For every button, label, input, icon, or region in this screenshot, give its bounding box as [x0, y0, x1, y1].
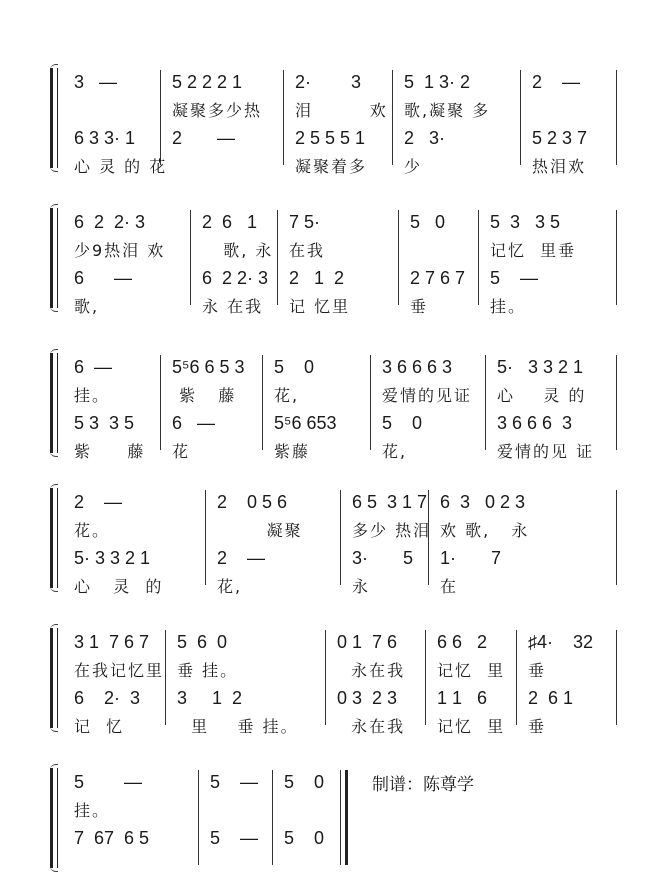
barline: [370, 355, 371, 450]
upper-lyric-measure: 少9热泪 欢: [74, 241, 166, 260]
upper-note-measure: 6 2 2· 3: [74, 212, 146, 232]
barline: [277, 210, 278, 305]
lower-lyric-measure: 花,: [382, 442, 408, 461]
upper-note-measure: 0 1 7 6: [337, 632, 398, 652]
upper-note-measure: 5 0: [284, 772, 325, 792]
upper-lyric-measure: 记忆 里垂: [490, 241, 577, 260]
lower-note-measure: 1· 7: [440, 548, 502, 568]
lower-note-measure: 6 2 2· 3: [202, 268, 269, 288]
upper-note-measure: 2 —: [74, 492, 123, 512]
lower-lyric-measure: 少: [404, 157, 423, 176]
lower-lyric-measure: 永在我: [337, 717, 406, 736]
barline: [340, 770, 348, 865]
lower-note-measure: 5⁵6 653: [274, 413, 337, 433]
lower-lyric-measure: 凝聚着多: [295, 157, 368, 176]
upper-note-measure: 5 —: [74, 772, 143, 792]
lower-note-measure: 5· 3 3 2 1: [74, 548, 151, 568]
lower-note-measure: 2 6 1: [528, 688, 574, 708]
upper-note-measure: 2· 3: [295, 72, 362, 92]
barline: [520, 70, 521, 165]
barline: [616, 70, 617, 165]
lower-lyric-measure: 挂。: [490, 297, 527, 316]
barline: [616, 210, 617, 305]
barline: [205, 490, 206, 585]
barline: [190, 210, 191, 305]
upper-note-measure: ♯4· 32: [528, 632, 594, 652]
lower-note-measure: 5 0: [284, 828, 325, 848]
system-bracket: [50, 488, 58, 588]
lower-note-measure: 2 —: [172, 128, 236, 148]
barline: [478, 210, 479, 305]
barline: [160, 70, 161, 165]
lower-note-measure: 2 5 5 5 1: [295, 128, 366, 148]
upper-note-measure: 7 5·: [289, 212, 321, 232]
barline: [340, 490, 341, 585]
lower-lyric-measure: 在: [440, 577, 459, 596]
lower-lyric-measure: 心 灵 的: [74, 577, 164, 596]
upper-lyric-measure: 凝聚: [217, 521, 303, 540]
upper-note-measure: 3 6 6 6 3: [382, 357, 453, 377]
upper-lyric-measure: 花,: [274, 386, 300, 405]
lower-lyric-measure: 花: [172, 442, 191, 461]
lower-lyric-measure: 记 忆里: [289, 297, 351, 316]
lower-note-measure: 3 6 6 6 3: [497, 413, 573, 433]
upper-note-measure: 5 6 0: [177, 632, 228, 652]
barline: [160, 355, 161, 450]
lower-note-measure: 5 2 3 7: [532, 128, 588, 148]
upper-note-measure: 2 —: [532, 72, 581, 92]
lower-lyric-measure: 里 垂 挂。: [177, 717, 299, 736]
lower-note-measure: 5 3 3 5: [74, 413, 135, 433]
lower-lyric-measure: 记忆 里: [437, 717, 506, 736]
upper-lyric-measure: 记忆 里: [437, 661, 506, 680]
upper-note-measure: 5· 3 3 2 1: [497, 357, 584, 377]
barline: [262, 355, 263, 450]
lower-note-measure: 3 1 2: [177, 688, 243, 708]
barline: [283, 70, 284, 165]
upper-note-measure: 5 2 2 2 1: [172, 72, 243, 92]
system-bracket: [50, 768, 58, 868]
lower-lyric-measure: 垂: [410, 297, 429, 316]
lower-note-measure: 5 —: [210, 828, 259, 848]
lower-lyric-measure: 花,: [217, 577, 243, 596]
lower-note-measure: 2 7 6 7: [410, 268, 466, 288]
upper-lyric-measure: 欢 歌, 永: [440, 521, 530, 540]
upper-lyric-measure: 泪 欢: [295, 101, 388, 120]
upper-lyric-measure: 挂。: [74, 386, 111, 405]
lower-lyric-measure: 爱情的见 证: [497, 442, 595, 461]
lower-lyric-measure: 永 在我: [202, 297, 264, 316]
upper-note-measure: 6 3 0 2 3: [440, 492, 526, 512]
barline: [616, 630, 617, 725]
upper-lyric-measure: 永在我: [337, 661, 406, 680]
lower-note-measure: 5 —: [490, 268, 539, 288]
barline: [198, 770, 199, 865]
upper-note-measure: 5⁵6 6 5 3: [172, 357, 245, 377]
upper-note-measure: 5 —: [210, 772, 259, 792]
barline: [425, 630, 426, 725]
upper-lyric-measure: 在我: [289, 241, 326, 260]
upper-lyric-measure: 挂。: [74, 801, 111, 820]
system-bracket: [50, 353, 58, 453]
lower-lyric-measure: 心 灵 的 花: [74, 157, 168, 176]
lower-lyric-measure: 记 忆: [74, 717, 125, 736]
upper-note-measure: 5 0: [274, 357, 315, 377]
barline: [398, 210, 399, 305]
barline: [516, 630, 517, 725]
upper-lyric-measure: 多少 热泪: [352, 521, 432, 540]
lower-note-measure: 1 1 6: [437, 688, 488, 708]
upper-lyric-measure: 在我记忆里: [74, 661, 165, 680]
upper-note-measure: 6 5 3 1 7: [352, 492, 428, 512]
lower-lyric-measure: 紫 藤: [74, 442, 146, 461]
lower-lyric-measure: 永: [352, 577, 371, 596]
upper-lyric-measure: 歌, 永: [202, 241, 274, 260]
lower-note-measure: 2 1 2: [289, 268, 345, 288]
upper-note-measure: 6 6 2: [437, 632, 488, 652]
barline: [165, 630, 166, 725]
upper-note-measure: 3 1 7 6 7: [74, 632, 150, 652]
lower-note-measure: 5 0: [382, 413, 423, 433]
barline: [616, 490, 617, 585]
upper-note-measure: 5 0: [410, 212, 446, 232]
lower-note-measure: 2 —: [217, 548, 266, 568]
upper-lyric-measure: 垂: [528, 661, 547, 680]
lower-note-measure: 6 —: [74, 268, 133, 288]
upper-note-measure: 6 —: [74, 357, 113, 377]
upper-lyric-measure: 歌,凝聚 多: [404, 101, 491, 120]
upper-lyric-measure: 爱情的见证: [382, 386, 473, 405]
lower-note-measure: 6 3 3· 1: [74, 128, 136, 148]
lower-note-measure: 0 3 2 3: [337, 688, 398, 708]
system-bracket: [50, 68, 58, 168]
lower-note-measure: 2 3·: [404, 128, 446, 148]
lower-lyric-measure: 垂: [528, 717, 547, 736]
barline: [616, 355, 617, 450]
upper-note-measure: 5 3 3 5: [490, 212, 561, 232]
barline: [272, 770, 273, 865]
lower-note-measure: 3· 5: [352, 548, 414, 568]
upper-note-measure: 3 —: [74, 72, 118, 92]
upper-note-measure: 2 0 5 6: [217, 492, 288, 512]
arranger-credit: 制谱：陈尊学: [372, 775, 474, 795]
upper-note-measure: 2 6 1: [202, 212, 258, 232]
lower-note-measure: 6 2· 3: [74, 688, 141, 708]
lower-lyric-measure: 热泪欢: [532, 157, 587, 176]
system-bracket: [50, 208, 58, 308]
upper-lyric-measure: 凝聚多少热: [172, 101, 263, 120]
barline: [325, 630, 326, 725]
upper-lyric-measure: 垂 挂。: [177, 661, 239, 680]
lower-note-measure: 7 67 6 5: [74, 828, 150, 848]
upper-lyric-measure: 心 灵 的: [497, 386, 587, 405]
barline: [392, 70, 393, 165]
upper-note-measure: 5 1 3· 2: [404, 72, 471, 92]
lower-lyric-measure: 歌,: [74, 297, 100, 316]
system-bracket: [50, 628, 58, 728]
upper-lyric-measure: 紫 藤: [172, 386, 237, 405]
lower-lyric-measure: 紫藤: [274, 442, 311, 461]
barline: [485, 355, 486, 450]
lower-note-measure: 6 —: [172, 413, 216, 433]
upper-lyric-measure: 花。: [74, 521, 111, 540]
